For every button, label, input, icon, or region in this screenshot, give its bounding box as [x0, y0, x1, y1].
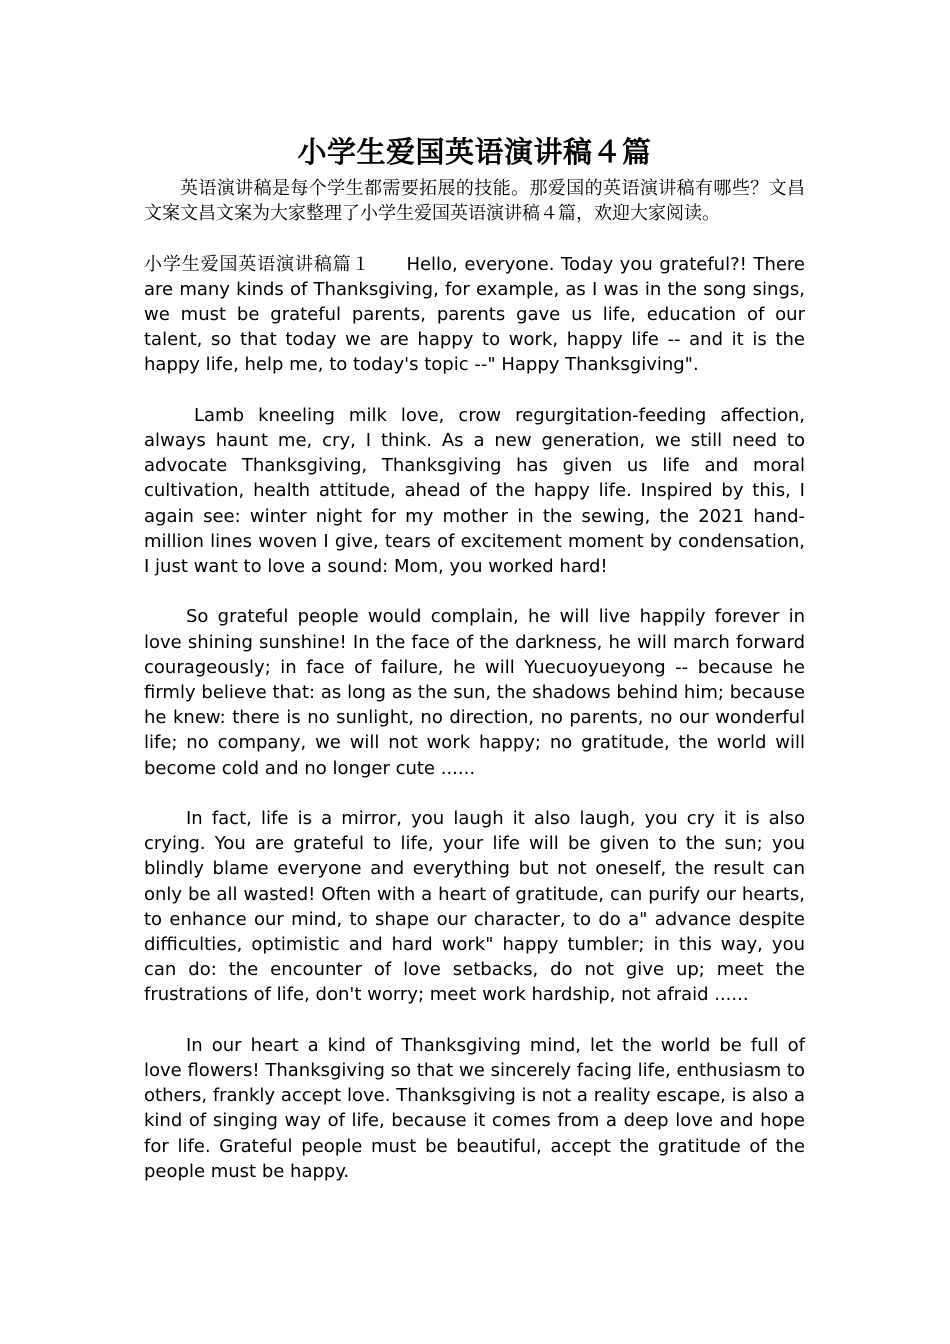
- spacer: [144, 781, 805, 806]
- section-heading: 小学生爱国英语演讲稿篇１: [144, 253, 371, 275]
- document-page: [144, 130, 805, 1184]
- spacer: [144, 1008, 805, 1033]
- spacer: [144, 378, 805, 403]
- paragraph-5: In our heart a kind of Thanksgiving mind, let the world be full of love flowers! Thanksgiving so that we sincerely facing life, enthusiasm to others, frankly accept love. Thanksgiving is not a reality escape, is also a kind of singing way of life, because it comes from a deep love and hope for life. Grateful people must be beautiful, accept the gratitude of the people must be happy.: [144, 1034, 805, 1182]
- paragraph-3: So grateful people would complain, he will live happily forever in love shining sunshine! In the face of the darkness, he will march forward courageously; in face of failure, he will Yuecuoyueyong -- because he firmly believe that: as long as the sun, the shadows behind him; because he knew: there is no sunlight, no direction, no parents, no our wonderful life; no company, we will not work happy; no gratitude, the world will become cold and no longer cute ......: [144, 606, 805, 779]
- document-title: 小学生爱国英语演讲稿４篇: [297, 135, 652, 169]
- intro-paragraph: 英语演讲稿是每个学生都需要拓展的技能。那爱国的英语演讲稿有哪些？文昌文案文昌文案为大家整理了小学生爱国英语演讲稿４篇，欢迎大家阅读。: [144, 178, 805, 225]
- spacer: [144, 226, 805, 251]
- paragraph-4: In fact, life is a mirror, you laugh it also laugh, you cry it is also crying. You are grateful to life, your life will be given to the sun; you blindly blame everyone and everything but not oneself, the result can only be all wasted! Often with a heart of gratitude, can purify our hearts, to enhance our mind, to shape our character, to do a" advance despite difficulties, optimistic and hard work" happy tumbler; in this way, you can do: the encounter of love setbacks, do not give up; meet the frustrations of life, don't worry; meet work hardship, not afraid ......: [144, 808, 805, 1006]
- paragraph-1-text: Hello, everyone. Today you grateful?! There are many kinds of Thanksgiving, for example, as I was in the song sings, we must be grateful parents, parents gave us life, education of our talent, so that today we are happy to work, happy life -- and it is the happy life, help me, to today's topic --" Happy Thanksgiving".: [144, 253, 806, 376]
- spacer: [144, 579, 805, 604]
- paragraph-1: [144, 252, 805, 378]
- paragraph-2: Lamb kneeling milk love, crow regurgitation-feeding affection, always haunt me, cry, I think. As a new generation, we still need to advocate Thanksgiving, Thanksgiving has given us life and moral cultivation, health attitude, ahead of the happy life. Inspired by this, I again see: winter night for my mother in the sewing, the 2021 hand-million lines woven I give, tears of excitement moment by condensation, I just want to love a sound: Mom, you worked hard!: [144, 404, 805, 578]
